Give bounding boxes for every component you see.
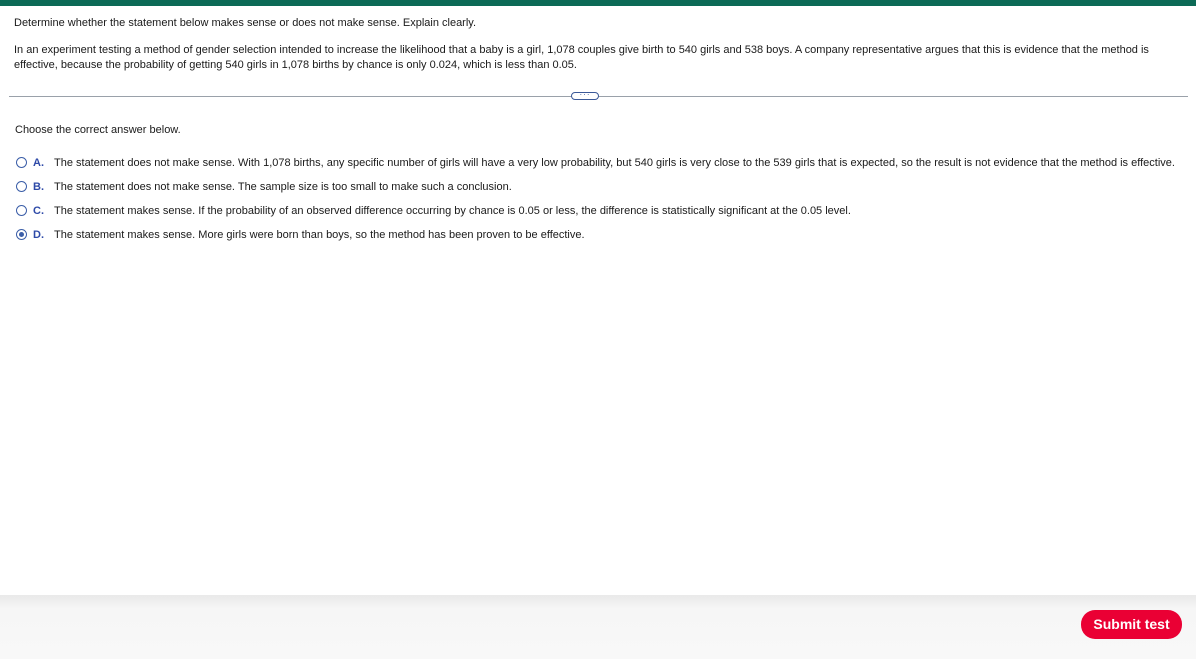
choice-letter: C. — [33, 205, 44, 217]
radio-button-icon[interactable] — [16, 205, 27, 216]
footer-bar — [0, 595, 1196, 659]
question-statement: In an experiment testing a method of gender selection intended to increase the likelihood that a baby is a girl, 1,078 couples give birth to 540 girls and 538 boys. A company representative argues that this is evidence that the method is effective, because the probability of getting 540 girls in 1,078 births by chance is only 0.024, which is less than 0.05. — [14, 44, 1149, 71]
radio-button-icon[interactable] — [16, 229, 27, 240]
choice-b[interactable] — [15, 180, 1175, 195]
choice-text: The statement does not make sense. With 1,078 births, any specific number of girls will have a very low probability, but 540 girls is very close to the 539 girls that is expected, so the result is not evidence that the method is effective. — [54, 157, 1175, 169]
choice-c[interactable] — [15, 204, 1175, 219]
choice-letter: B. — [33, 181, 44, 193]
choice-text: The statement makes sense. More girls were born than boys, so the method has been proven to be effective. — [54, 229, 585, 241]
submit-test-button[interactable]: Submit test — [1081, 610, 1182, 639]
choice-letter: D. — [33, 229, 44, 241]
radio-button-icon[interactable] — [16, 157, 27, 168]
choice-a[interactable] — [15, 156, 1175, 171]
choice-text: The statement makes sense. If the probability of an observed difference occurring by chance is 0.05 or less, the difference is statistically significant at the 0.05 level. — [54, 205, 851, 217]
choice-letter: A. — [33, 157, 44, 169]
answer-choices — [15, 156, 1175, 252]
choice-d[interactable] — [15, 228, 1175, 243]
expand-more-button[interactable]: ··· — [571, 92, 599, 100]
question-instruction: Determine whether the statement below makes sense or does not make sense. Explain clearly. — [14, 17, 477, 29]
question-block — [14, 16, 1174, 73]
choice-text: The statement does not make sense. The sample size is too small to make such a conclusion. — [54, 181, 512, 193]
radio-button-icon[interactable] — [16, 181, 27, 192]
answer-prompt: Choose the correct answer below. — [15, 124, 181, 136]
top-bar — [0, 0, 1196, 6]
